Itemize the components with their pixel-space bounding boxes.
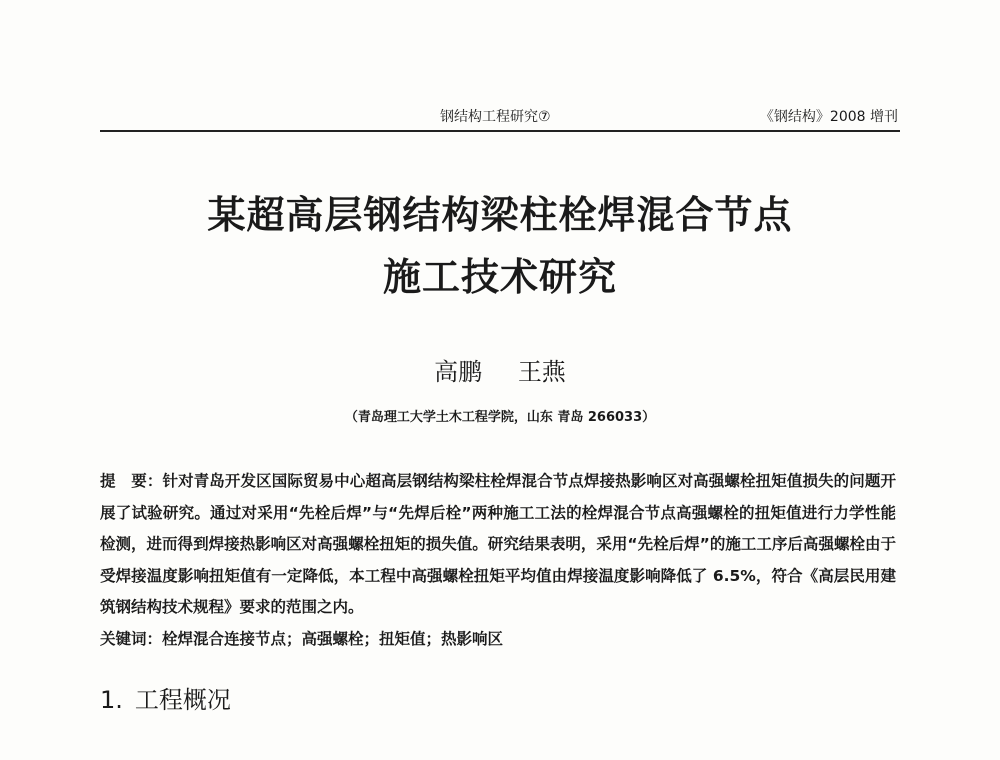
- running-header: [100, 104, 900, 132]
- author-list: [100, 352, 900, 387]
- section-title: 工程概况: [134, 686, 231, 714]
- paper-title-line-1: 某超高层钢结构梁柱栓焊混合节点: [207, 193, 793, 237]
- keywords-text: 栓焊混合连接节点；高强螺栓；扭矩值；热影响区: [162, 630, 504, 648]
- section-number: 1.: [100, 686, 123, 714]
- affiliation: （青岛理工大学土木工程学院，山东 青岛 266033）: [344, 410, 656, 425]
- keywords: [100, 624, 896, 655]
- section-heading: [100, 680, 231, 715]
- abstract-text: 针对青岛开发区国际贸易中心超高层钢结构梁柱栓焊混合节点焊接热影响区对高强螺栓扭矩值损失的问题开展了试验研究。通过对采用“先栓后焊”与“先焊后栓”两种施工工法的栓焊混合节点高强螺栓的扭矩值进行力学性能检测，进而得到焊接热影响区对高强螺栓扭矩的损失值。研究结果表明，采用“先栓后焊”的施工工序后高强螺栓由于受焊接温度影响扭矩值有一定降低，本工程中高强螺栓扭矩平均值由焊接温度影响降低了 6.5%，符合《高层民用建筑钢结构技术规程》要求的范围之内。: [100, 472, 896, 616]
- series-label: 钢结构工程研究⑦: [440, 109, 551, 125]
- author-name: 王燕: [517, 358, 566, 386]
- paper-title-line-2: 施工技术研究: [382, 255, 617, 299]
- keywords-label: 关键词：: [100, 630, 163, 648]
- journal-label: 《钢结构》2008 增刊: [759, 109, 898, 125]
- abstract-label: 提 要：: [100, 472, 163, 490]
- abstract: [100, 466, 896, 624]
- author-name: 高鹏: [434, 358, 483, 386]
